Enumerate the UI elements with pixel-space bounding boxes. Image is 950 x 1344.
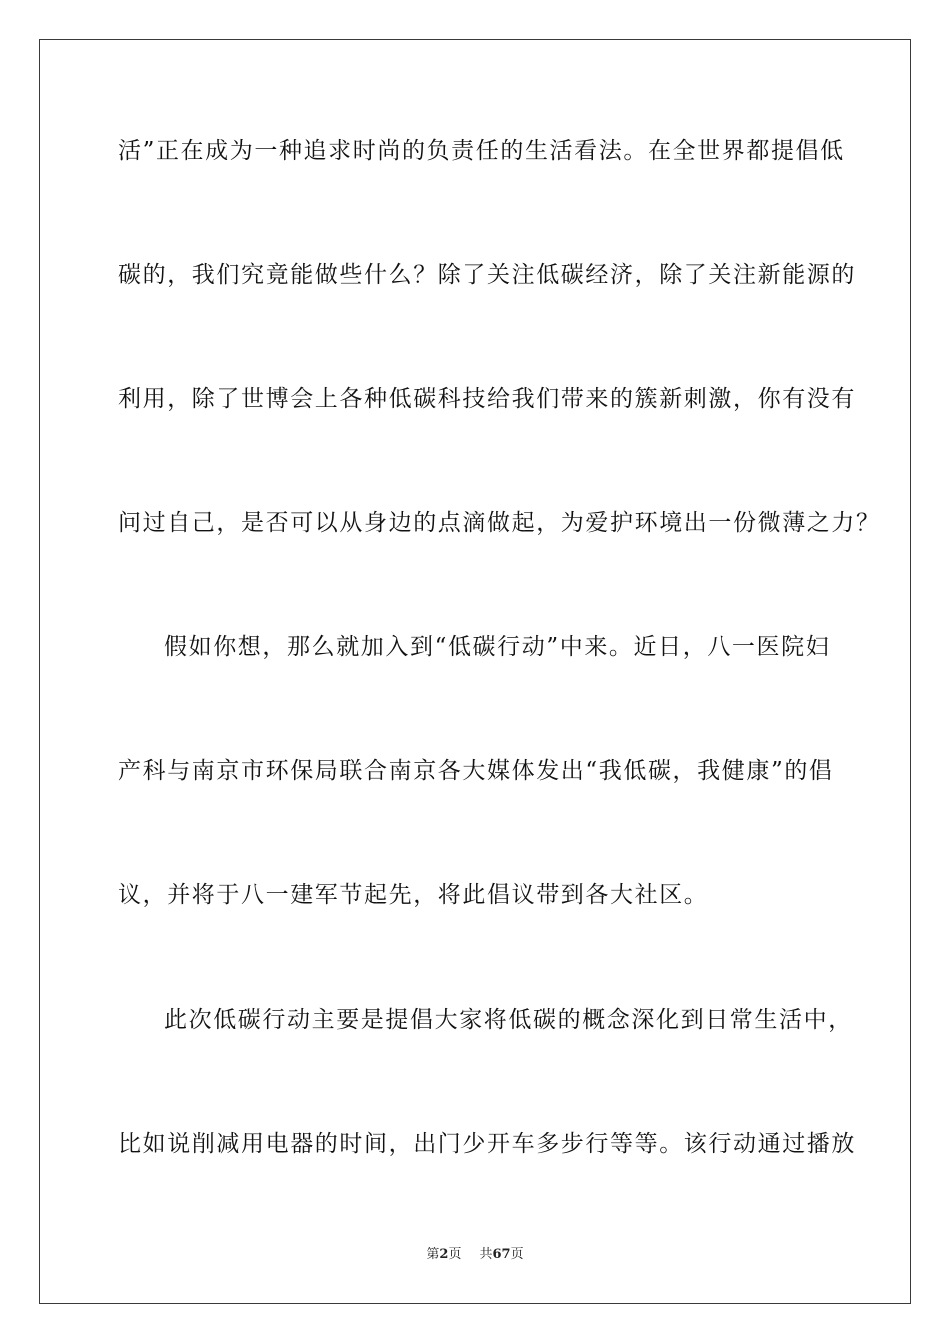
paragraph-start-line-8: 此次低碳行动主要是提倡大家将低碳的概念深化到日常生活中，	[164, 1007, 853, 1033]
paragraph-start-line-5: 假如你想，那么就加入到“低碳行动”中来。近日，八一医院妇	[164, 634, 831, 660]
text-line-7: 议，并将于八一建军节起先，将此倡议带到各大社区。	[118, 882, 709, 908]
footer-page-number: 2	[439, 1247, 449, 1262]
footer-page-suffix: 页	[448, 1247, 462, 1262]
footer-total-suffix: 页	[510, 1247, 524, 1262]
text-line-2: 碳的，我们究竟能做些什么？除了关注低碳经济，除了关注新能源的	[118, 262, 856, 288]
text-line-6: 产科与南京市环保局联合南京各大媒体发出“我低碳，我健康”的倡	[118, 758, 834, 784]
footer-total-pages: 67	[492, 1247, 511, 1262]
page-border	[39, 39, 911, 1304]
text-line-3: 利用，除了世博会上各种低碳科技给我们带来的簇新刺激，你有没有	[118, 386, 856, 412]
page-footer	[0, 1246, 950, 1264]
text-line-4: 问过自己，是否可以从身边的点滴做起，为爱护环境出一份微薄之力？	[118, 510, 881, 536]
text-line-9: 比如说削减用电器的时间，出门少开车多步行等等。该行动通过播放	[118, 1131, 856, 1157]
footer-page-prefix: 第	[426, 1247, 440, 1262]
text-line-1: 活”正在成为一种追求时尚的负责任的生活看法。在全世界都提倡低	[118, 138, 845, 164]
footer-total-prefix: 共	[479, 1247, 493, 1262]
